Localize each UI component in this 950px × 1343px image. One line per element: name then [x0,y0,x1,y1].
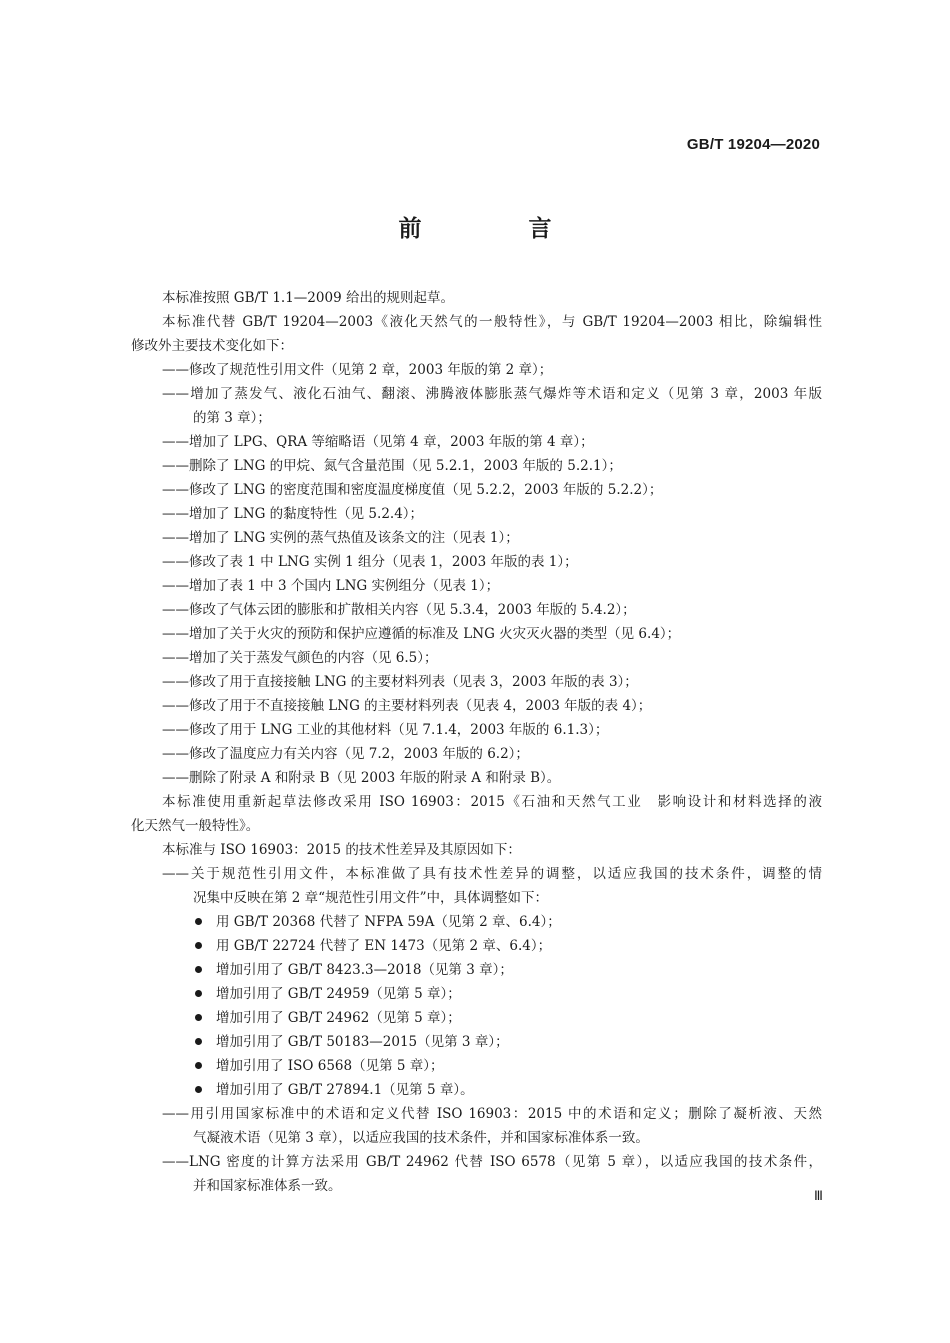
line-text: 况集中反映在第 2 章“规范性引用文件”中，具体调整如下： [193,890,548,906]
bullet-dot-icon [195,1062,202,1069]
change-item [162,1102,822,1126]
change-item [162,598,822,622]
bullet-dot-icon [195,918,202,925]
change-item [162,358,822,382]
change-item [162,1150,822,1174]
line-text: ——用引用国家标准中的术语和定义代替 ISO 16903：2015 中的术语和定义；删除了凝析液、天然 [162,1106,822,1122]
change-item-continuation [162,1174,822,1198]
bullet-item [162,1006,822,1030]
change-item [162,478,822,502]
line-text: 的第 3 章）； [193,410,271,426]
line-text: ——增加了 LPG、QRA 等缩略语（见第 4 章，2003 年版的第 4 章）； [162,434,594,450]
line-text: ——修改了气体云团的膨胀和扩散相关内容（见 5.3.4，2003 年版的 5.4.2）； [162,602,636,618]
line-text: ——删除了 LNG 的甲烷、氮气含量范围（见 5.2.1，2003 年版的 5.2.1）； [162,458,622,474]
line-text: 本标准按照 GB/T 1.1—2009 给出的规则起草。 [162,290,454,306]
change-item-continuation [162,406,822,430]
change-item-continuation [162,886,822,910]
line-text: 并和国家标准体系一致。 [193,1178,342,1194]
bullet-item [162,934,822,958]
bullet-item [162,958,822,982]
change-item [162,718,822,742]
change-item [162,646,822,670]
change-item [162,454,822,478]
bullet-item [162,1030,822,1054]
change-item [162,526,822,550]
change-item [162,550,822,574]
line-text: ——增加了表 1 中 3 个国内 LNG 实例组分（见表 1）； [162,578,500,594]
paragraph-continuation [131,334,822,358]
change-item [162,742,822,766]
change-item [162,574,822,598]
page-title: 前 言 [398,216,594,242]
bullet-dot-icon [195,1086,202,1093]
page-number: Ⅲ [814,1188,823,1203]
standard-code: GB/T 19204—2020 [686,136,820,153]
bullet-dot-icon [195,966,202,973]
line-text: ——修改了用于不直接接触 LNG 的主要材料列表（见表 4，2003 年版的表 4）； [162,698,652,714]
line-text: 气凝液术语（见第 3 章），以适应我国的技术条件，并和国家标准体系一致。 [193,1130,649,1146]
change-item-continuation [162,1126,822,1150]
bullet-item [162,982,822,1006]
line-text: 增加引用了 GB/T 24962（见第 5 章）； [216,1010,461,1026]
line-text: ——修改了 LNG 的密度范围和密度温度梯度值（见 5.2.2，2003 年版的 5.2.2）； [162,482,663,498]
line-text: ——修改了温度应力有关内容（见 7.2，2003 年版的 6.2）； [162,746,529,762]
bullet-dot-icon [195,1038,202,1045]
line-text: 修改外主要技术变化如下： [131,338,293,354]
paragraph-line [162,790,822,814]
line-text: ——增加了蒸发气、液化石油气、翻滚、沸腾液体膨胀蒸气爆炸等术语和定义（见第 3 章，2003 年版 [162,386,822,402]
change-item [162,382,822,406]
line-text: 用 GB/T 20368 代替了 NFPA 59A（见第 2 章、6.4）； [216,914,561,930]
line-text: ——修改了规范性引用文件（见第 2 章，2003 年版的第 2 章）； [162,362,553,378]
line-text: 增加引用了 GB/T 24959（见第 5 章）； [216,986,461,1002]
change-item [162,694,822,718]
paragraph-line [162,286,822,310]
line-text: ——增加了关于火灾的预防和保护应遵循的标准及 LNG 火灾灭火器的类型（见 6.4）； [162,626,681,642]
document-body [131,286,822,1198]
paragraph-continuation [131,814,822,838]
line-text: ——关于规范性引用文件，本标准做了具有技术性差异的调整，以适应我国的技术条件，调整的情 [162,866,822,882]
change-item [162,766,822,790]
line-text: ——增加了 LNG 实例的蒸气热值及该条文的注（见表 1）； [162,530,519,546]
bullet-item [162,910,822,934]
line-text: 用 GB/T 22724 代替了 EN 1473（见第 2 章、6.4）； [216,938,552,954]
change-item [162,502,822,526]
line-text: ——增加了 LNG 的黏度特性（见 5.2.4）； [162,506,424,522]
line-text: 本标准代替 GB/T 19204—2003《液化天然气的一般特性》，与 GB/T 19204—2003 相比，除编辑性 [162,314,822,330]
line-text: 增加引用了 GB/T 27894.1（见第 5 章）。 [216,1082,474,1098]
line-text: ——修改了用于直接接触 LNG 的主要材料列表（见表 3，2003 年版的表 3）； [162,674,638,690]
bullet-item [162,1054,822,1078]
line-text: 本标准使用重新起草法修改采用 ISO 16903：2015《石油和天然气工业 影响设计和材料选择的液 [162,794,822,810]
line-text: ——增加了关于蒸发气颜色的内容（见 6.5）； [162,650,438,666]
paragraph-line [162,838,822,862]
change-item [162,622,822,646]
bullet-dot-icon [195,1014,202,1021]
bullet-item [162,1078,822,1102]
paragraph-line [162,310,822,334]
line-text: ——LNG 密度的计算方法采用 GB/T 24962 代替 ISO 6578（见第 5 章），以适应我国的技术条件， [162,1154,822,1170]
line-text: 增加引用了 GB/T 50183—2015（见第 3 章）； [216,1034,509,1050]
line-text: 增加引用了 ISO 6568（见第 5 章）； [216,1058,444,1074]
change-item [162,670,822,694]
bullet-dot-icon [195,942,202,949]
line-text: ——修改了表 1 中 LNG 实例 1 组分（见表 1，2003 年版的表 1）； [162,554,578,570]
line-text: ——删除了附录 A 和附录 B（见 2003 年版的附录 A 和附录 B）。 [162,770,561,786]
change-item [162,862,822,886]
change-item [162,430,822,454]
bullet-dot-icon [195,990,202,997]
line-text: ——修改了用于 LNG 工业的其他材料（见 7.1.4，2003 年版的 6.1.3）； [162,722,609,738]
line-text: 增加引用了 GB/T 8423.3—2018（见第 3 章）； [216,962,513,978]
line-text: 化天然气一般特性》。 [131,818,260,834]
line-text: 本标准与 ISO 16903：2015 的技术性差异及其原因如下： [162,842,521,858]
